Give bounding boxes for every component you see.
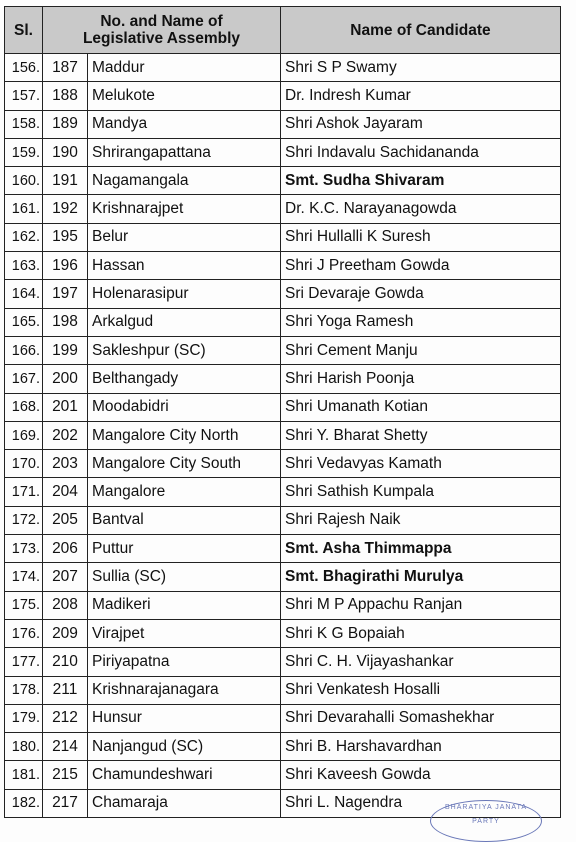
assembly-name-cell: Bantval [88, 506, 281, 534]
candidate-name-cell: Shri J Preetham Gowda [281, 252, 561, 280]
candidate-name-cell: Shri Cement Manju [281, 336, 561, 364]
candidate-name-cell: Shri Harish Poonja [281, 365, 561, 393]
table-row [5, 478, 561, 506]
candidate-name-cell: Shri Umanath Kotian [281, 393, 561, 421]
assembly-no-cell: 215 [43, 761, 88, 789]
sl-cell: 172. [5, 506, 43, 534]
candidate-name-cell: Shri Devarahalli Somashekhar [281, 704, 561, 732]
candidate-name-cell: Shri M P Appachu Ranjan [281, 591, 561, 619]
sl-cell: 181. [5, 761, 43, 789]
assembly-no-cell: 199 [43, 336, 88, 364]
assembly-no-cell: 203 [43, 450, 88, 478]
table-row [5, 167, 561, 195]
assembly-name-cell: Mandya [88, 110, 281, 138]
sl-cell: 169. [5, 421, 43, 449]
assembly-name-cell: Nagamangala [88, 167, 281, 195]
assembly-name-cell: Hunsur [88, 704, 281, 732]
sl-cell: 168. [5, 393, 43, 421]
candidate-name-cell: Shri Sathish Kumpala [281, 478, 561, 506]
party-stamp [430, 800, 542, 842]
sl-cell: 175. [5, 591, 43, 619]
candidate-name-cell: Shri Kaveesh Gowda [281, 761, 561, 789]
assembly-name-cell: Moodabidri [88, 393, 281, 421]
assembly-no-cell: 196 [43, 252, 88, 280]
assembly-no-cell: 200 [43, 365, 88, 393]
table-row [5, 506, 561, 534]
candidate-name-cell: Shri Venkatesh Hosalli [281, 676, 561, 704]
candidate-name-cell: Dr. Indresh Kumar [281, 82, 561, 110]
candidate-name-cell: Shri Hullalli K Suresh [281, 223, 561, 251]
sl-cell: 163. [5, 252, 43, 280]
sl-cell: 174. [5, 563, 43, 591]
assembly-no-cell: 210 [43, 648, 88, 676]
assembly-no-cell: 191 [43, 167, 88, 195]
table-row [5, 195, 561, 223]
candidate-name-cell: Shri B. Harshavardhan [281, 733, 561, 761]
sl-cell: 162. [5, 223, 43, 251]
candidate-name-cell: Smt. Asha Thimmappa [281, 535, 561, 563]
table-row [5, 336, 561, 364]
candidate-name-cell: Shri Indavalu Sachidananda [281, 138, 561, 166]
sl-cell: 176. [5, 619, 43, 647]
assembly-no-cell: 206 [43, 535, 88, 563]
assembly-no-cell: 192 [43, 195, 88, 223]
candidate-name-cell: Shri K G Bopaiah [281, 619, 561, 647]
candidate-name-cell: Shri S P Swamy [281, 54, 561, 82]
sl-cell: 161. [5, 195, 43, 223]
candidate-name-cell: Shri L. Nagendra [281, 789, 561, 817]
table-row [5, 280, 561, 308]
assembly-no-cell: 201 [43, 393, 88, 421]
candidate-name-cell: Shri Y. Bharat Shetty [281, 421, 561, 449]
assembly-no-cell: 204 [43, 478, 88, 506]
candidate-table [4, 6, 561, 818]
table-row [5, 110, 561, 138]
sl-cell: 182. [5, 789, 43, 817]
assembly-name-cell: Shrirangapattana [88, 138, 281, 166]
assembly-name-cell: Virajpet [88, 619, 281, 647]
assembly-name-cell: Chamaraja [88, 789, 281, 817]
assembly-name-cell: Krishnarajanagara [88, 676, 281, 704]
table-row [5, 733, 561, 761]
assembly-no-cell: 211 [43, 676, 88, 704]
table-row [5, 421, 561, 449]
table-body [5, 54, 561, 818]
table-row [5, 591, 561, 619]
candidate-name-cell: Smt. Bhagirathi Murulya [281, 563, 561, 591]
table-row [5, 761, 561, 789]
candidate-name-cell: Shri Rajesh Naik [281, 506, 561, 534]
assembly-name-cell: Nanjangud (SC) [88, 733, 281, 761]
candidate-name-cell: Shri Vedavyas Kamath [281, 450, 561, 478]
candidate-name-cell: Shri Yoga Ramesh [281, 308, 561, 336]
table-row [5, 365, 561, 393]
stamp-text: BHARATIYA JANATA PARTY [445, 804, 527, 825]
candidate-name-cell: Smt. Sudha Shivaram [281, 167, 561, 195]
assembly-name-cell: Hassan [88, 252, 281, 280]
assembly-name-cell: Arkalgud [88, 308, 281, 336]
sl-cell: 157. [5, 82, 43, 110]
sl-cell: 166. [5, 336, 43, 364]
assembly-name-cell: Holenarasipur [88, 280, 281, 308]
assembly-no-cell: 188 [43, 82, 88, 110]
candidate-name-cell: Sri Devaraje Gowda [281, 280, 561, 308]
assembly-no-cell: 190 [43, 138, 88, 166]
assembly-no-cell: 205 [43, 506, 88, 534]
table-header-row [5, 7, 561, 54]
table-row [5, 704, 561, 732]
table-row [5, 676, 561, 704]
assembly-name-cell: Maddur [88, 54, 281, 82]
assembly-name-cell: Sullia (SC) [88, 563, 281, 591]
sl-cell: 178. [5, 676, 43, 704]
assembly-no-cell: 198 [43, 308, 88, 336]
assembly-no-cell: 217 [43, 789, 88, 817]
table-row [5, 535, 561, 563]
table-row [5, 138, 561, 166]
assembly-no-cell: 195 [43, 223, 88, 251]
assembly-name-cell: Belur [88, 223, 281, 251]
table-row [5, 252, 561, 280]
header-sl: Sl. [5, 7, 43, 54]
candidate-name-cell: Shri Ashok Jayaram [281, 110, 561, 138]
assembly-no-cell: 187 [43, 54, 88, 82]
sl-cell: 171. [5, 478, 43, 506]
table-row [5, 648, 561, 676]
assembly-no-cell: 212 [43, 704, 88, 732]
table-row [5, 82, 561, 110]
assembly-name-cell: Mangalore City South [88, 450, 281, 478]
sl-cell: 160. [5, 167, 43, 195]
assembly-name-cell: Mangalore City North [88, 421, 281, 449]
sl-cell: 159. [5, 138, 43, 166]
assembly-name-cell: Sakleshpur (SC) [88, 336, 281, 364]
assembly-name-cell: Belthangady [88, 365, 281, 393]
table-row [5, 450, 561, 478]
sl-cell: 180. [5, 733, 43, 761]
table-row [5, 619, 561, 647]
assembly-no-cell: 202 [43, 421, 88, 449]
sl-cell: 179. [5, 704, 43, 732]
sl-cell: 170. [5, 450, 43, 478]
assembly-name-cell: Piriyapatna [88, 648, 281, 676]
sl-cell: 173. [5, 535, 43, 563]
table-row [5, 308, 561, 336]
header-candidate: Name of Candidate [281, 7, 561, 54]
assembly-name-cell: Krishnarajpet [88, 195, 281, 223]
sl-cell: 158. [5, 110, 43, 138]
candidate-name-cell: Shri C. H. Vijayashankar [281, 648, 561, 676]
table-row [5, 223, 561, 251]
header-assembly: No. and Name of Legislative Assembly [43, 7, 281, 54]
assembly-no-cell: 214 [43, 733, 88, 761]
assembly-name-cell: Melukote [88, 82, 281, 110]
sl-cell: 156. [5, 54, 43, 82]
table-row [5, 393, 561, 421]
assembly-no-cell: 209 [43, 619, 88, 647]
sl-cell: 167. [5, 365, 43, 393]
candidate-name-cell: Dr. K.C. Narayanagowda [281, 195, 561, 223]
assembly-no-cell: 197 [43, 280, 88, 308]
sl-cell: 177. [5, 648, 43, 676]
assembly-no-cell: 207 [43, 563, 88, 591]
table-row [5, 54, 561, 82]
table-row [5, 563, 561, 591]
sl-cell: 164. [5, 280, 43, 308]
assembly-name-cell: Puttur [88, 535, 281, 563]
assembly-no-cell: 208 [43, 591, 88, 619]
assembly-name-cell: Chamundeshwari [88, 761, 281, 789]
assembly-no-cell: 189 [43, 110, 88, 138]
assembly-name-cell: Madikeri [88, 591, 281, 619]
assembly-name-cell: Mangalore [88, 478, 281, 506]
sl-cell: 165. [5, 308, 43, 336]
